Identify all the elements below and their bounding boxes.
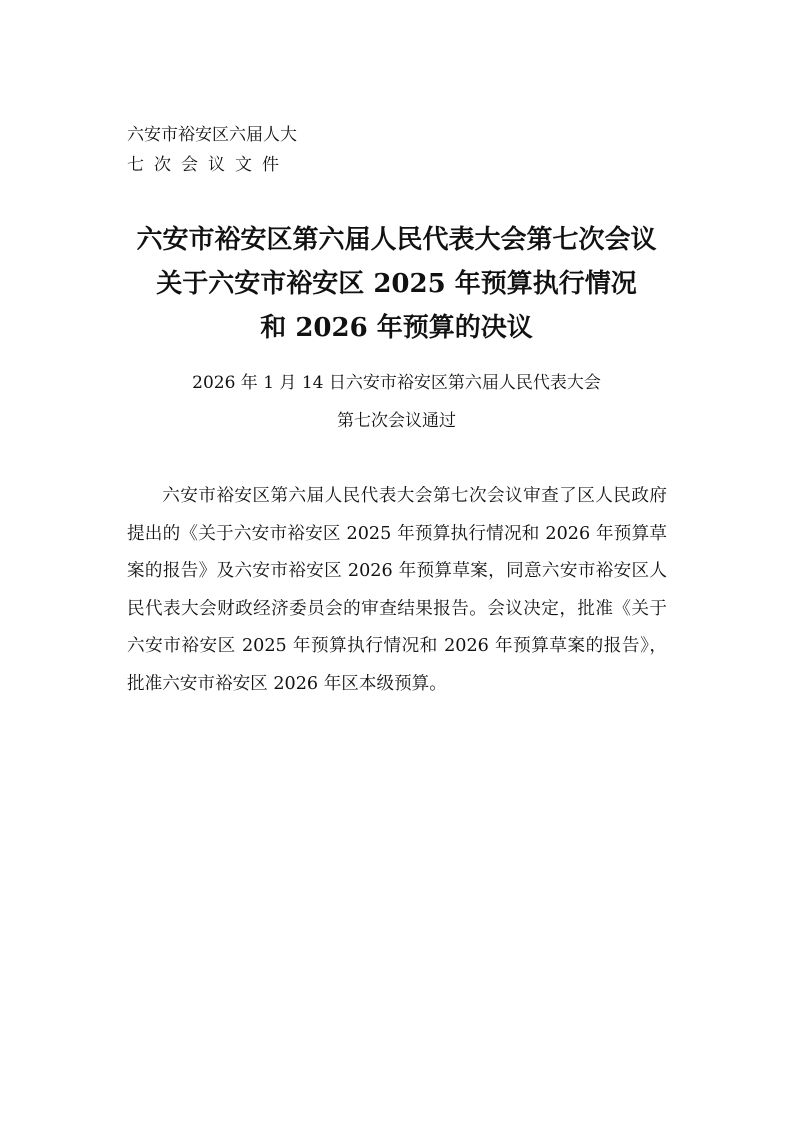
adoption-note-line-2: 第七次会议通过	[337, 411, 456, 431]
adoption-note-line-1: 2026 年 1 月 14 日六安市裕安区第六届人民代表大会	[192, 373, 601, 393]
header-line-1: 六安市裕安区六届人大	[127, 125, 297, 145]
header-line-2: 七次会议文件	[127, 155, 289, 175]
title-line-2: 关于六安市裕安区 2025 年预算执行情况	[156, 269, 637, 299]
title-line-1: 六安市裕安区第六届人民代表大会第七次会议	[136, 225, 657, 255]
adoption-note	[0, 364, 793, 440]
document-title	[0, 218, 793, 350]
document-header	[127, 120, 297, 180]
title-line-3: 和 2026 年预算的决议	[260, 313, 533, 343]
resolution-body-paragraph: 六安市裕安区第六届人民代表大会第七次会议审查了区人民政府提出的《关于六安市裕安区 2025 年预算执行情况和 2026 年预算草案的报告》及六安市裕安区 2026 年预算草案，同意六安市裕安区人民代表大会财政经济委员会的审查结果报告。会议决定，批准《关于六安市裕安区 2025 年预算执行情况和 2026 年预算草案的报告》，批准六安市裕安区 2026 年区本级预算。	[127, 486, 667, 694]
